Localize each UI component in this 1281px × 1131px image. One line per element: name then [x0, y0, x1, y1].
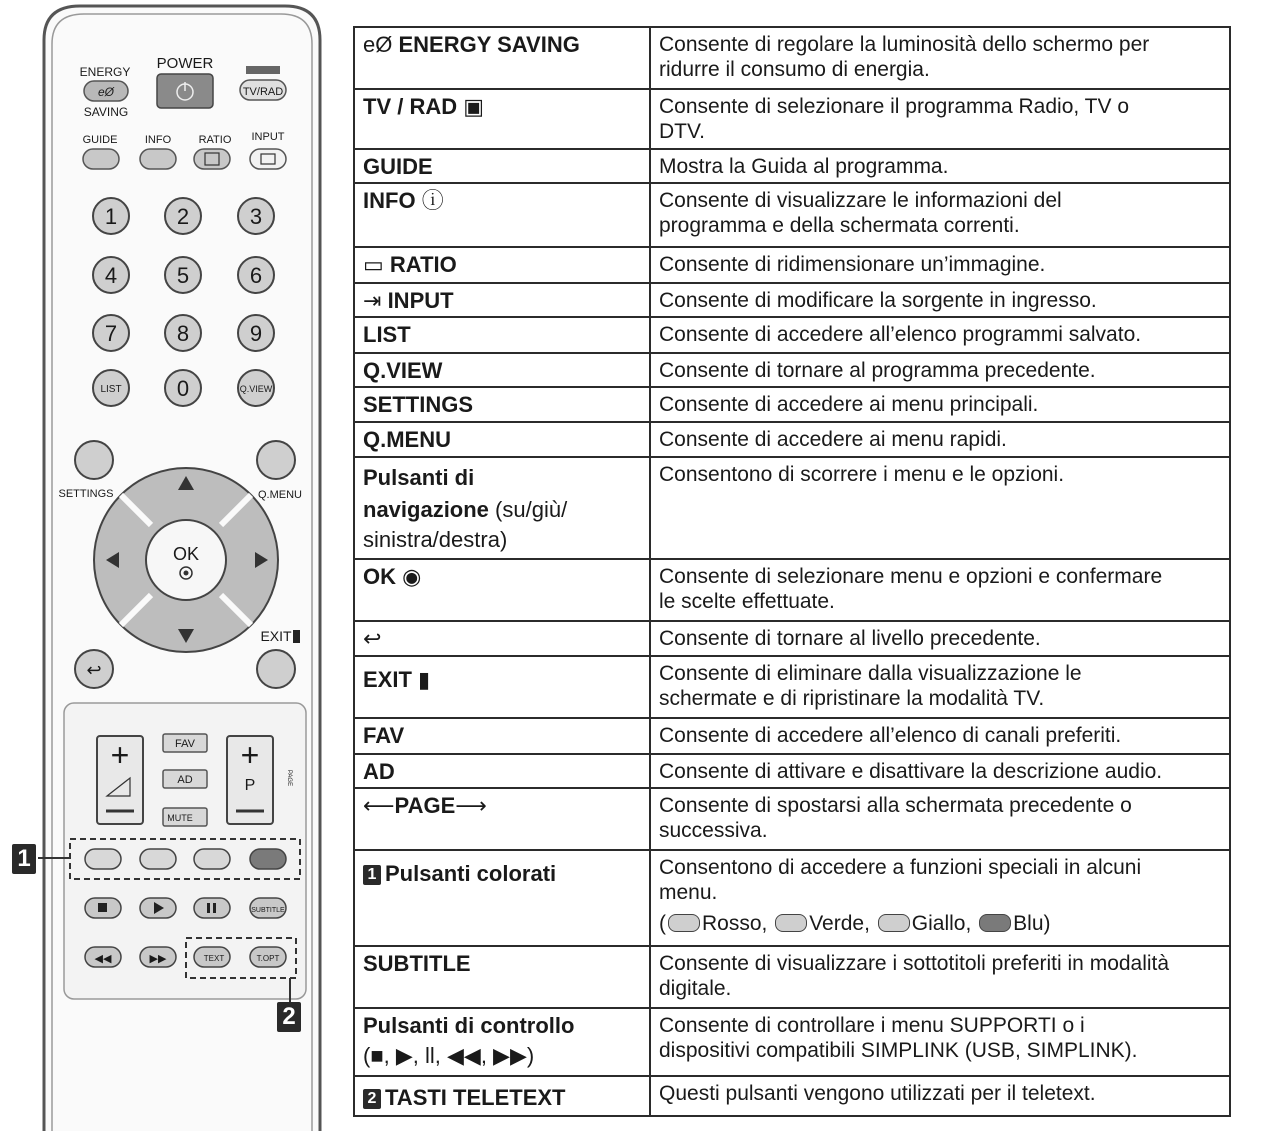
key-label: navigazione — [363, 497, 489, 522]
ratio-button[interactable] — [194, 149, 230, 169]
key-label: OK — [363, 564, 396, 589]
key-label: Pulsanti di — [363, 465, 475, 490]
value-line: Consente di tornare al programma precedente. — [659, 359, 1096, 382]
value-line: Consente di accedere ai menu principali. — [659, 393, 1039, 416]
guide-label: GUIDE — [82, 134, 118, 146]
blue-button[interactable] — [250, 849, 286, 869]
guide-button[interactable] — [83, 149, 119, 169]
info-button[interactable] — [140, 149, 176, 169]
value-cell — [650, 247, 1230, 283]
tv-radio-icon: ▣ — [463, 94, 485, 119]
value-cell — [650, 718, 1230, 754]
key-cell — [354, 149, 650, 183]
p-label: P — [244, 777, 256, 794]
value-cell — [650, 457, 1230, 559]
key-label: TV / RAD — [363, 94, 458, 119]
subtitle-label: SUBTITLE — [251, 907, 285, 914]
input-label: INPUT — [251, 131, 285, 143]
topt-label: T.OPT — [256, 954, 280, 963]
table-row — [354, 718, 1230, 754]
color-name: Blu) — [1013, 912, 1051, 935]
callout-1-badge: 1 — [12, 844, 36, 874]
remote-control-illustration — [0, 0, 340, 1131]
value-line: Consente di visualizzare le informazioni del — [659, 189, 1062, 212]
key-label: GUIDE — [363, 154, 433, 179]
table-row — [354, 89, 1230, 149]
key-cell — [354, 788, 650, 850]
tv-radio-icon — [246, 66, 280, 74]
mute-label: MUTE — [167, 813, 193, 823]
callout-2-badge: 2 — [363, 1089, 381, 1109]
red-button[interactable] — [85, 849, 121, 869]
volume-plus-icon: + — [110, 737, 130, 773]
page-label: PAGE — [286, 769, 292, 787]
program-plus-icon: + — [240, 737, 260, 773]
red-chip-icon — [668, 914, 700, 932]
table-row — [354, 183, 1230, 247]
table-row — [354, 353, 1230, 387]
callout-2-badge: 2 — [277, 1002, 301, 1032]
forward-icon: ▶▶ — [149, 953, 167, 965]
key-label: Q.VIEW — [363, 358, 443, 383]
key-cell — [354, 317, 650, 353]
value-line: Mostra la Guida al programma. — [659, 155, 949, 178]
value-line: Consente di selezionare menu e opzioni e confermare — [659, 565, 1163, 588]
exit-button[interactable] — [257, 650, 295, 688]
navigation-pad — [94, 468, 278, 652]
key-label: Q.MENU — [363, 427, 451, 452]
button-description-table — [353, 26, 1231, 1117]
value-cell — [650, 1008, 1230, 1076]
rewind-icon: ◀◀ — [94, 953, 112, 965]
key-note: (■, ▶, ll, ◀◀, ▶▶) — [363, 1043, 535, 1068]
color-name: Rosso, — [702, 912, 768, 935]
info-icon: ⓘ — [421, 188, 444, 213]
table-row — [354, 247, 1230, 283]
input-icon: ⇥ — [363, 288, 382, 313]
digit-9: 9 — [249, 321, 263, 346]
blue-chip-icon — [979, 914, 1011, 932]
value-line: digitale. — [659, 977, 732, 1000]
value-line: menu. — [659, 881, 718, 904]
key-cell — [354, 718, 650, 754]
value-line: schermate e di ripristinare la modalità TV. — [659, 687, 1045, 710]
qmenu-label: Q.MENU — [258, 489, 302, 501]
value-cell — [650, 754, 1230, 788]
key-label: LIST — [363, 322, 411, 347]
green-button[interactable] — [140, 849, 176, 869]
value-cell — [650, 850, 1230, 946]
value-cell — [650, 788, 1230, 850]
value-line: Consentono di accedere a funzioni speciali in alcuni — [659, 856, 1142, 879]
digit-3: 3 — [249, 204, 263, 229]
remote-drawing — [0, 0, 340, 1131]
table-row — [354, 559, 1230, 621]
exit-icon: ▮ — [418, 667, 431, 692]
key-cell — [354, 559, 650, 621]
table-row — [354, 788, 1230, 850]
qmenu-button[interactable] — [257, 441, 295, 479]
yellow-chip-icon — [878, 914, 910, 932]
table-row — [354, 283, 1230, 317]
table-row — [354, 656, 1230, 718]
key-label: Pulsanti di controllo — [363, 1013, 575, 1038]
value-line: programma e della schermata correnti. — [659, 214, 1020, 237]
callout-1-badge: 1 — [363, 865, 381, 885]
page-right-arrow-icon: ⟶ — [455, 793, 487, 818]
value-line: Consente di selezionare il programma Radio, TV o — [659, 95, 1130, 118]
digit-4: 4 — [104, 263, 118, 288]
value-cell — [650, 27, 1230, 89]
key-cell — [354, 283, 650, 317]
key-cell — [354, 422, 650, 457]
back-icon: ↩ — [363, 626, 382, 651]
value-cell — [650, 559, 1230, 621]
value-line: Consentono di scorrere i menu e le opzioni. — [659, 463, 1065, 486]
key-cell — [354, 1008, 650, 1076]
key-cell — [354, 247, 650, 283]
settings-button[interactable] — [75, 441, 113, 479]
table-row — [354, 27, 1230, 89]
key-cell — [354, 621, 650, 656]
table-row — [354, 754, 1230, 788]
key-label: RATIO — [389, 252, 457, 277]
exit-icon — [293, 630, 300, 643]
value-line: successiva. — [659, 819, 768, 842]
input-button[interactable] — [250, 149, 286, 169]
table-row — [354, 457, 1230, 559]
key-label: PAGE — [394, 793, 456, 818]
key-cell — [354, 850, 650, 946]
color-name: Giallo, — [911, 912, 972, 935]
key-cell — [354, 754, 650, 788]
eco-icon: eØ — [363, 32, 393, 57]
key-label: INPUT — [387, 288, 454, 313]
key-note: (su/giù/ — [488, 497, 568, 522]
saving-label: SAVING — [83, 105, 129, 119]
settings-label: SETTINGS — [58, 488, 114, 500]
energy-label: ENERGY — [79, 65, 131, 79]
key-cell — [354, 183, 650, 247]
value-line: Consente di modificare la sorgente in ingresso. — [659, 289, 1097, 312]
value-line: Consente di spostarsi alla schermata precedente o — [659, 794, 1132, 817]
digit-5: 5 — [176, 263, 190, 288]
ad-label: AD — [177, 774, 193, 786]
key-label: SUBTITLE — [363, 951, 471, 976]
key-label: TASTI TELETEXT — [385, 1085, 566, 1110]
key-label: ENERGY SAVING — [398, 32, 580, 57]
value-cell — [650, 1076, 1230, 1116]
value-line: Consente di accedere all’elenco di canali preferiti. — [659, 724, 1122, 747]
info-label: INFO — [144, 134, 172, 146]
key-cell — [354, 1076, 650, 1116]
pause-button[interactable] — [194, 898, 230, 918]
page-left-arrow-icon: ⟵ — [363, 793, 395, 818]
eco-icon: eØ — [97, 85, 115, 99]
key-cell — [354, 89, 650, 149]
back-icon: ↩ — [86, 660, 102, 680]
stop-icon — [98, 903, 107, 912]
value-line: Consente di ridimensionare un’immagine. — [659, 253, 1046, 276]
pause-icon — [207, 903, 210, 913]
value-cell — [650, 317, 1230, 353]
ratio-icon: ▭ — [363, 252, 384, 277]
table-row — [354, 422, 1230, 457]
ratio-label: RATIO — [198, 134, 232, 146]
value-cell — [650, 283, 1230, 317]
key-cell — [354, 353, 650, 387]
value-line: Questi pulsanti vengono utilizzati per il teletext. — [659, 1082, 1096, 1105]
ok-dot-icon: ◉ — [402, 564, 422, 589]
green-chip-icon — [775, 914, 807, 932]
value-cell — [650, 656, 1230, 718]
key-note: sinistra/destra) — [363, 527, 508, 552]
key-cell — [354, 946, 650, 1008]
color-name: Verde, — [809, 912, 870, 935]
tvrad-label: TV/RAD — [242, 86, 284, 98]
key-cell — [354, 387, 650, 422]
value-line: Consente di attivare e disattivare la descrizione audio. — [659, 760, 1163, 783]
value-cell — [650, 387, 1230, 422]
digit-1: 1 — [104, 204, 118, 229]
yellow-button[interactable] — [194, 849, 230, 869]
value-line: le scelte effettuate. — [659, 590, 835, 613]
value-line: Consente di accedere all’elenco programmi salvato. — [659, 323, 1142, 346]
key-label: Pulsanti colorati — [385, 861, 557, 886]
value-cell — [650, 621, 1230, 656]
table-row — [354, 149, 1230, 183]
table-row — [354, 387, 1230, 422]
value-cell — [650, 946, 1230, 1008]
table-row — [354, 946, 1230, 1008]
digit-0: 0 — [176, 376, 190, 401]
text-label: TEXT — [203, 954, 225, 963]
digit-6: 6 — [249, 263, 263, 288]
key-label: AD — [363, 759, 395, 784]
digit-8: 8 — [176, 321, 190, 346]
key-label: SETTINGS — [363, 392, 474, 417]
value-cell — [650, 183, 1230, 247]
value-line: Consente di accedere ai menu rapidi. — [659, 428, 1007, 451]
digit-2: 2 — [176, 204, 190, 229]
key-label: FAV — [363, 723, 405, 748]
value-line: Consente di controllare i menu SUPPORTI o i — [659, 1014, 1085, 1037]
table-row — [354, 621, 1230, 656]
key-cell — [354, 656, 650, 718]
key-label: EXIT — [363, 667, 412, 692]
value-cell — [650, 89, 1230, 149]
value-line: Consente di visualizzare i sottotitoli preferiti in modalità — [659, 952, 1170, 975]
table-row — [354, 1076, 1230, 1116]
exit-label: EXIT — [260, 628, 292, 644]
table-row — [354, 317, 1230, 353]
value-line: Consente di regolare la luminosità dello schermo per — [659, 33, 1150, 56]
fav-label: FAV — [175, 738, 195, 750]
value-cell — [650, 353, 1230, 387]
value-line: ridurre il consumo di energia. — [659, 58, 930, 81]
digit-7: 7 — [104, 321, 118, 346]
value-line: Consente di tornare al livello precedente. — [659, 627, 1041, 650]
value-line: dispositivi compatibili SIMPLINK (USB, SIMPLINK). — [659, 1039, 1138, 1062]
key-cell — [354, 27, 650, 89]
table-row — [354, 1008, 1230, 1076]
value-line: DTV. — [659, 120, 705, 143]
value-cell — [650, 149, 1230, 183]
key-label: INFO — [363, 188, 416, 213]
key-cell — [354, 457, 650, 559]
value-cell — [650, 422, 1230, 457]
table-row — [354, 850, 1230, 946]
qview-label: Q.VIEW — [239, 384, 273, 394]
power-label: POWER — [156, 55, 214, 72]
list-label: LIST — [100, 384, 122, 395]
value-line: Consente di eliminare dalla visualizzazione le — [659, 662, 1082, 685]
ok-label: OK — [172, 544, 200, 564]
color-legend: ( Rosso, Verde, Giallo, Blu) — [659, 912, 1051, 935]
